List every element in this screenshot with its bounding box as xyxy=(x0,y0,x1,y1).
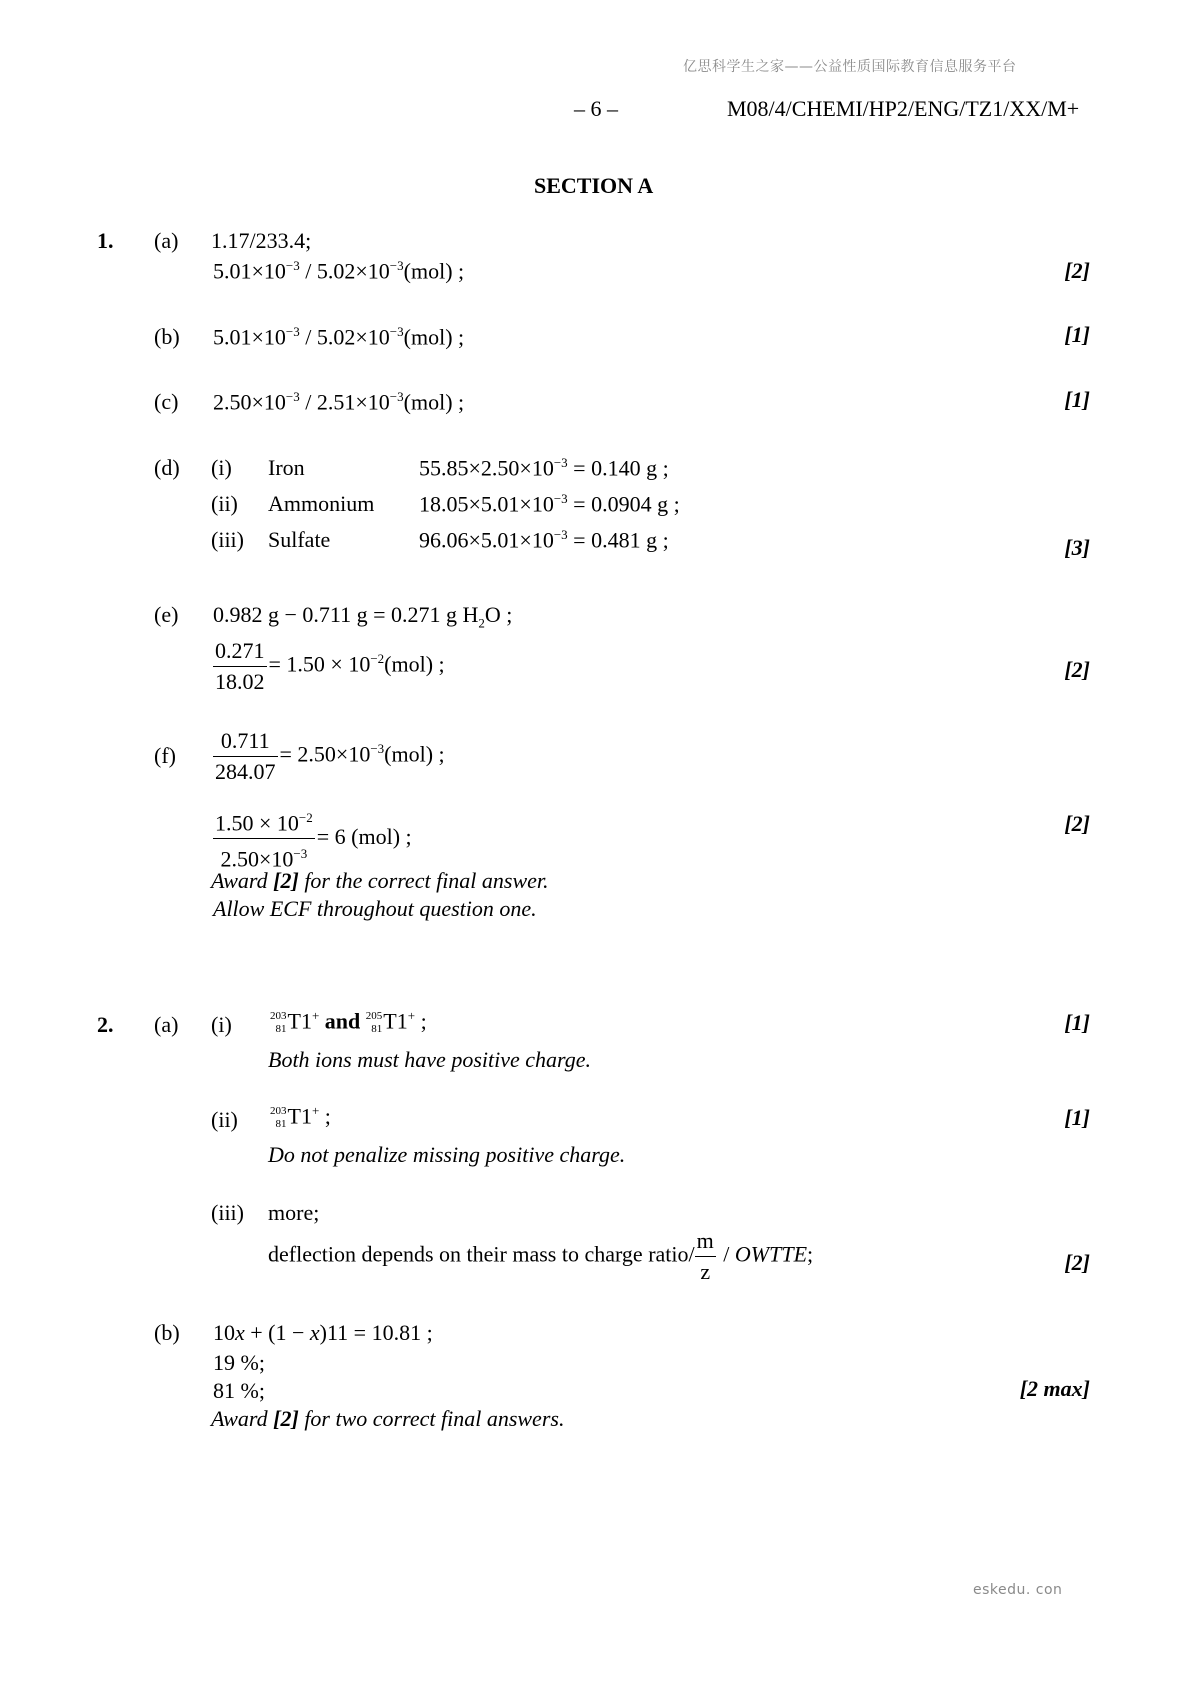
question-2-number: 2. xyxy=(97,1012,114,1037)
q1-f-fraction1 xyxy=(213,726,278,787)
q1-b-label: (b) xyxy=(154,324,180,349)
q2-b-mark: [2 max] xyxy=(1019,1376,1090,1401)
q1-e-mark: [2] xyxy=(1064,657,1090,682)
q1-c-label: (c) xyxy=(154,389,179,414)
q2-a-iii-denominator: z xyxy=(700,1259,711,1284)
q1-a-label: (a) xyxy=(154,228,179,253)
q1-f-fraction2-line: $\frac{1.50 \times 10^{-2}}{2.50\times 10^{-3}}$ = 6 (mol) ; xyxy=(213,803,412,875)
q2-a-iii-numerator: m xyxy=(695,1226,716,1257)
q2-b-equation: 10x + (1 − x)11 = 10.81 ; xyxy=(213,1320,433,1345)
q2-a-i-nuclide-1-numbers: 203 81 xyxy=(270,1010,287,1036)
q2-a-i-roman: (i) xyxy=(211,1012,232,1037)
q2-a-ii-nuclide-numbers: 203 81 xyxy=(270,1105,287,1131)
q1-e-label: (e) xyxy=(154,602,179,627)
q1-d-row-3-roman: (iii) xyxy=(211,527,244,552)
q1-e-fraction xyxy=(213,636,267,697)
q2-a-ii-note: Do not penalize missing positive charge. xyxy=(268,1142,626,1167)
q1-f-label: (f) xyxy=(154,743,176,768)
q2-a-iii-fraction xyxy=(695,1226,716,1287)
q1-d-label: (d) xyxy=(154,455,180,480)
q1-f-fraction2-numerator: $1.50 \times 10^{-2}$ xyxy=(213,803,315,839)
q1-b-mark: [1] xyxy=(1064,322,1090,347)
q1-d-row-1-calc: $55.85\times 2.50\times 10^{-3} = 0.140$ g ; xyxy=(419,455,669,481)
q1-e-fraction-line: $\frac{0.271}{18.02}$ = $1.50 \times 10^{-2}(mol)$ ; xyxy=(213,636,445,697)
q1-a-line2: $5.01\times 10^{-3} / 5.02\times 10^{-3}(mol)$ ; xyxy=(213,258,465,284)
q2-a-label: (a) xyxy=(154,1012,179,1037)
paper-code: M08/4/CHEMI/HP2/ENG/TZ1/XX/M+ xyxy=(727,96,1080,121)
q1-d-row-2-roman: (ii) xyxy=(211,491,238,516)
q1-f-fraction1-denominator: 284.07 xyxy=(215,759,276,784)
q2-b-line3: 81 %; xyxy=(213,1378,265,1403)
q2-a-ii-mark: [1] xyxy=(1064,1105,1090,1130)
q1-d-row-2-name: Ammonium xyxy=(268,491,375,516)
q1-a-mark: [2] xyxy=(1064,258,1090,283)
q1-f-fraction1-line: $\frac{0.711}{284.07}$ = $2.50\times 10^{-3}(mol)$ ; xyxy=(213,726,445,787)
page-number: – 6 – xyxy=(574,96,618,121)
q2-a-ii-roman: (ii) xyxy=(211,1107,238,1132)
q1-e-numerator: 0.271 xyxy=(213,636,267,667)
q1-d-row-3-calc: $96.06\times 5.01\times 10^{-3} = 0.481$ g ; xyxy=(419,527,669,553)
q1-c-answer: $2.50\times 10^{-3} / 2.51\times 10^{-3}(mol)$ ; xyxy=(213,389,465,415)
q2-b-label: (b) xyxy=(154,1320,180,1345)
q1-a-line1: 1.17/233.4; xyxy=(211,228,312,253)
q1-d-row-3-name: Sulfate xyxy=(268,527,331,552)
q1-c-mark: [1] xyxy=(1064,387,1090,412)
q2-a-i-note: Both ions must have positive charge. xyxy=(268,1047,592,1072)
q1-f-fraction1-numerator: 0.711 xyxy=(213,726,278,757)
watermark-top: 亿思科学生之家——公益性质国际教育信息服务平台 xyxy=(683,59,1017,75)
q2-a-i-nuclide-2-numbers: 205 81 xyxy=(365,1010,383,1036)
question-1-number: 1. xyxy=(97,228,114,253)
q1-f-note-2: Allow ECF throughout question one. xyxy=(213,896,537,921)
q1-d-row-2-calc: $18.05\times 5.01\times 10^{-3} = 0.0904$ g ; xyxy=(419,491,680,517)
q2-b-line2: 19 %; xyxy=(213,1350,265,1375)
q1-f-fraction2-denominator: $2.50\times 10^{-3}$ xyxy=(220,846,308,872)
q1-f-fraction2 xyxy=(213,803,315,875)
q2-a-iii-line1: more; xyxy=(268,1200,320,1225)
q1-d-mark: [3] xyxy=(1064,535,1090,560)
q2-a-i-answer: 203 81 T1+ and 205 81 T1+ ; xyxy=(270,1008,427,1036)
q1-b-answer: $5.01\times 10^{-3} / 5.02\times 10^{-3}(mol)$ ; xyxy=(213,324,465,350)
q1-d-row-1-name: Iron xyxy=(268,455,305,480)
q2-a-iii-line2: deflection depends on their mass to charge ratio/ $\frac{m}{z}$ / OWTTE; xyxy=(268,1226,813,1287)
q2-a-i-mark: [1] xyxy=(1064,1010,1090,1035)
q1-e-line1: 0.982 g − 0.711 g = 0.271 g $H_2O$ ; xyxy=(213,602,513,631)
q1-f-mark: [2] xyxy=(1064,811,1090,836)
section-title: SECTION A xyxy=(534,173,654,198)
q2-a-ii-answer: 203 81 T1+ ; xyxy=(270,1103,331,1131)
q2-a-iii-roman: (iii) xyxy=(211,1200,244,1225)
q2-b-note: Award [2] for two correct final answers. xyxy=(211,1406,565,1431)
q1-f-note-1: Award [2] for the correct final answer. xyxy=(211,868,549,893)
q1-e-denominator: 18.02 xyxy=(215,669,265,694)
q1-d-row-1-roman: (i) xyxy=(211,455,232,480)
q2-a-iii-mark: [2] xyxy=(1064,1250,1090,1275)
watermark-bottom: eskedu. con xyxy=(973,1582,1063,1598)
